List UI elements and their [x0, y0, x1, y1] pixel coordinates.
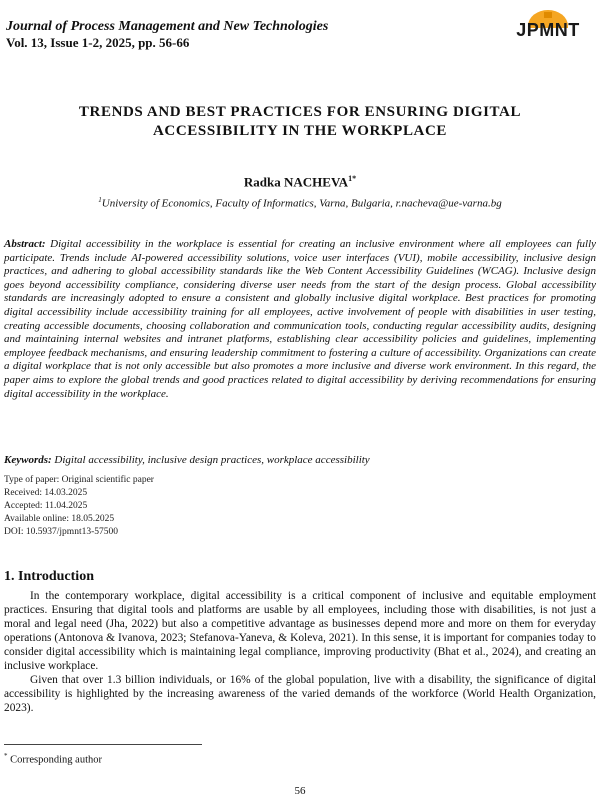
- affiliation-line: [0, 196, 600, 210]
- footnote-marker: *: [4, 752, 8, 760]
- page-number: 56: [294, 785, 306, 797]
- logo-accent: [544, 12, 552, 18]
- keywords-text: Digital accessibility, inclusive design practices, workplace accessibility: [54, 454, 370, 466]
- available-online-date: Available online: 18.05.2025: [4, 514, 115, 524]
- author-marker: 1*: [348, 174, 357, 183]
- introduction-paragraph-1: In the contemporary workplace, digital accessibility is a critical component of inclusive and equitable employment practices. Ensuring that digital tools and platforms are usable by all employees, including those with disabilities, is not just a moral and legal need (Jha, 2022) but also a competitive advantage as businesses depend more and more on them for everyday operations (Antonova & Ivanova, 2023; Stefanova-Yaneva, & Koleva, 2021). In this sense, it is important for companies today to consider digital accessibility which is maintaining legal compliance, improving productivity (Bhat et al., 2024), and creating an inclusive workplace.: [4, 590, 596, 672]
- author-line: [0, 174, 600, 190]
- journal-logo: [506, 6, 590, 52]
- footnote-divider: [4, 744, 202, 745]
- author-name: Radka NACHEVA: [243, 174, 349, 190]
- abstract: [4, 238, 596, 401]
- journal-volume-line: Vol. 13, Issue 1-2, 2025, pp. 56-66: [6, 35, 190, 50]
- abstract-text: Digital accessibility in the workplace is essential for creating an inclusive environment where all employees can fully participate. Trends include AI-powered accessibility solutions, voice user interfaces (VUI), mobile accessibility, inclusive design practices, and adhering to global accessibility standards like the Web Content Accessibility Guidelines (WCAG). Inclusive design goes beyond accessibility compliance, considering diverse user needs from the start of the design process. Global accessibility standards are increasingly adopted to ensure a consistent and globally inclusive digital workplace. Best practices for promoting digital accessibility include accessibility training for all employees, active involvement of people with disabilities in user testing, creating accessible documents, choosing collaboration and communication tools, conducting regular accessibility audits, designing and maintaining internal websites and intranet platforms, establishing clear accessibility policies and guidelines, implementing employee feedback mechanisms, and ensuring leadership commitment to fostering a culture of accessibility. Organizations can create a digital workplace that is not only accessible but also promotes a more inclusive and diverse work environment. In this regard, the paper aims to explore the global trends and good practices related to digital accessibility by deriving recommendations for ensuring digital accessibility in the workplace.: [4, 238, 597, 400]
- footnote: [4, 752, 102, 766]
- received-date: Received: 14.03.2025: [4, 488, 88, 498]
- journal-header: [6, 18, 328, 51]
- paper-type: Type of paper: Original scientific paper: [4, 475, 154, 485]
- paper-title: [20, 103, 580, 141]
- abstract-label: Abstract:: [4, 238, 46, 250]
- logo-text: JPMNT: [516, 20, 580, 40]
- keywords-label: Keywords:: [4, 454, 52, 466]
- doi: DOI: 10.5937/jpmnt13-57500: [4, 527, 118, 537]
- paper-title-line-2: ACCESSIBILITY IN THE WORKPLACE: [152, 123, 448, 139]
- paper-title-line-1: TRENDS AND BEST PRACTICES FOR ENSURING DIGITAL: [78, 104, 522, 120]
- introduction-body: [4, 589, 596, 715]
- journal-title: Journal of Process Management and New Technologies: [6, 19, 329, 34]
- affiliation-text: University of Economics, Faculty of Informatics, Varna, Bulgaria, r.nacheva@ue-varna.bg: [101, 197, 502, 210]
- introduction-paragraph-2: Given that over 1.3 billion individuals, or 16% of the global population, live with a disability, the significance of digital accessibility is highlighted by the increasing awareness of the varied demands of the workforce (World Health Organization, 2023).: [4, 674, 596, 714]
- footnote-text: Corresponding author: [10, 754, 102, 766]
- section-heading: 1. Introduction: [4, 569, 94, 584]
- affiliation-marker: 1: [98, 196, 102, 204]
- article-metadata: [4, 474, 154, 539]
- keywords: [4, 453, 596, 467]
- accepted-date: Accepted: 11.04.2025: [4, 501, 88, 511]
